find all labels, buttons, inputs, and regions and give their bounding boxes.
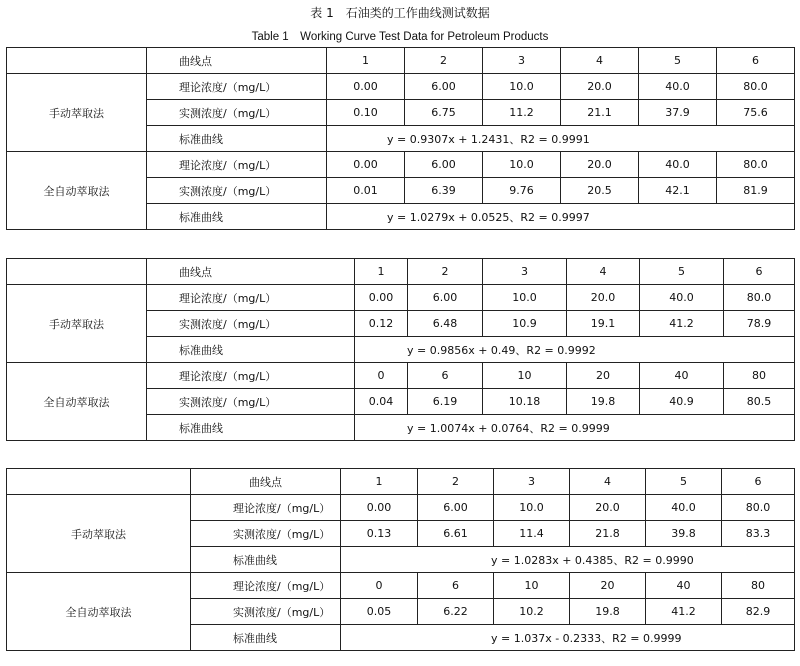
value-cell: 6.19 (408, 389, 483, 415)
value-cell: 6.61 (418, 521, 494, 547)
value-cell: 0.00 (341, 495, 418, 521)
equation-cell: y = 1.0283x + 0.4385、R2 = 0.9990 (341, 547, 795, 573)
value-cell: 78.9 (724, 311, 795, 337)
value-cell: 6.00 (405, 74, 483, 100)
value-cell: 0.12 (355, 311, 408, 337)
value-cell: 6.00 (418, 495, 494, 521)
value-cell: 0.00 (327, 74, 405, 100)
theory-row (7, 495, 795, 521)
value-cell: 10.0 (494, 495, 570, 521)
measured-label: 实测浓度/（mg/L） (191, 599, 341, 625)
value-cell: 80.0 (722, 495, 795, 521)
equation-cell: y = 0.9856x + 0.49、R2 = 0.9992 (355, 337, 795, 363)
value-cell: 20.0 (567, 285, 640, 311)
value-cell: 10.0 (483, 74, 561, 100)
value-cell: 39.8 (646, 521, 722, 547)
curve-point-label: 曲线点 (147, 48, 327, 74)
value-cell: 6.22 (418, 599, 494, 625)
value-cell: 83.3 (722, 521, 795, 547)
value-cell: 10.0 (483, 152, 561, 178)
method-cell: 全自动萃取法 (7, 363, 147, 441)
empty-header-cell (7, 259, 147, 285)
curve-label: 标准曲线 (191, 625, 341, 651)
theory-row (7, 152, 795, 178)
value-cell: 0 (355, 363, 408, 389)
curve-label: 标准曲线 (147, 415, 355, 441)
value-cell: 40.0 (640, 285, 724, 311)
value-cell: 0.00 (327, 152, 405, 178)
measured-label: 实测浓度/（mg/L） (147, 100, 327, 126)
theory-label: 理论浓度/（mg/L） (147, 74, 327, 100)
value-cell: 10.18 (483, 389, 567, 415)
method-cell: 全自动萃取法 (7, 152, 147, 230)
value-cell: 75.6 (717, 100, 795, 126)
method-cell: 手动萃取法 (7, 74, 147, 152)
value-cell: 9.76 (483, 178, 561, 204)
value-cell: 80 (724, 363, 795, 389)
theory-row (7, 363, 795, 389)
value-cell: 41.2 (640, 311, 724, 337)
point-cell: 2 (408, 259, 483, 285)
value-cell: 0 (341, 573, 418, 599)
value-cell: 40.0 (639, 152, 717, 178)
measured-label: 实测浓度/（mg/L） (147, 178, 327, 204)
value-cell: 82.9 (722, 599, 795, 625)
value-cell: 20.0 (570, 495, 646, 521)
equation-cell: y = 1.0074x + 0.0764、R2 = 0.9999 (355, 415, 795, 441)
empty-header-cell (7, 469, 191, 495)
value-cell: 19.8 (567, 389, 640, 415)
point-cell: 4 (570, 469, 646, 495)
value-cell: 6 (418, 573, 494, 599)
point-cell: 2 (405, 48, 483, 74)
value-cell: 6.00 (405, 152, 483, 178)
value-cell: 40.0 (646, 495, 722, 521)
value-cell: 40 (646, 573, 722, 599)
value-cell: 80.0 (717, 74, 795, 100)
theory-label: 理论浓度/（mg/L） (191, 573, 341, 599)
theory-row (7, 573, 795, 599)
point-cell: 6 (724, 259, 795, 285)
point-cell: 5 (639, 48, 717, 74)
theory-label: 理论浓度/（mg/L） (147, 285, 355, 311)
header-row (7, 259, 795, 285)
point-cell: 4 (561, 48, 639, 74)
value-cell: 20 (570, 573, 646, 599)
header-row (7, 469, 795, 495)
value-cell: 42.1 (639, 178, 717, 204)
value-cell: 80.5 (724, 389, 795, 415)
point-cell: 3 (483, 259, 567, 285)
value-cell: 40.0 (639, 74, 717, 100)
value-cell: 0.13 (341, 521, 418, 547)
table-caption-en: Table 1 Working Curve Test Data for Petroleum Products (251, 31, 549, 43)
value-cell: 80.0 (724, 285, 795, 311)
equation-cell: y = 1.0279x + 0.0525、R2 = 0.9997 (327, 204, 795, 230)
value-cell: 0.04 (355, 389, 408, 415)
measured-label: 实测浓度/（mg/L） (147, 311, 355, 337)
value-cell: 40.9 (640, 389, 724, 415)
point-cell: 3 (483, 48, 561, 74)
empty-header-cell (7, 48, 147, 74)
value-cell: 0.00 (355, 285, 408, 311)
equation-cell: y = 1.037x - 0.2333、R2 = 0.9999 (341, 625, 795, 651)
value-cell: 10 (483, 363, 567, 389)
value-cell: 19.8 (570, 599, 646, 625)
curve-label: 标准曲线 (147, 337, 355, 363)
value-cell: 20.0 (561, 152, 639, 178)
value-cell: 10.2 (494, 599, 570, 625)
value-cell: 10.0 (483, 285, 567, 311)
value-cell: 10 (494, 573, 570, 599)
value-cell: 81.9 (717, 178, 795, 204)
value-cell: 6 (408, 363, 483, 389)
point-cell: 6 (717, 48, 795, 74)
value-cell: 21.1 (561, 100, 639, 126)
value-cell: 37.9 (639, 100, 717, 126)
value-cell: 20 (567, 363, 640, 389)
point-cell: 4 (567, 259, 640, 285)
measured-label: 实测浓度/（mg/L） (147, 389, 355, 415)
theory-row (7, 74, 795, 100)
curve-table-2 (6, 258, 795, 441)
curve-label: 标准曲线 (191, 547, 341, 573)
value-cell: 80 (722, 573, 795, 599)
point-cell: 2 (418, 469, 494, 495)
value-cell: 21.8 (570, 521, 646, 547)
value-cell: 6.39 (405, 178, 483, 204)
curve-point-label: 曲线点 (191, 469, 341, 495)
point-cell: 1 (355, 259, 408, 285)
theory-label: 理论浓度/（mg/L） (147, 152, 327, 178)
header-row (7, 48, 795, 74)
value-cell: 10.9 (483, 311, 567, 337)
curve-table-3 (6, 468, 795, 651)
point-cell: 5 (646, 469, 722, 495)
curve-label: 标准曲线 (147, 126, 327, 152)
table-caption-cn: 表 1 石油类的工作曲线测试数据 (310, 6, 490, 20)
value-cell: 40 (640, 363, 724, 389)
measured-label: 实测浓度/（mg/L） (191, 521, 341, 547)
curve-label: 标准曲线 (147, 204, 327, 230)
value-cell: 0.10 (327, 100, 405, 126)
point-cell: 6 (722, 469, 795, 495)
value-cell: 0.05 (341, 599, 418, 625)
value-cell: 6.00 (408, 285, 483, 311)
curve-point-label: 曲线点 (147, 259, 355, 285)
value-cell: 80.0 (717, 152, 795, 178)
value-cell: 41.2 (646, 599, 722, 625)
theory-label: 理论浓度/（mg/L） (147, 363, 355, 389)
point-cell: 3 (494, 469, 570, 495)
value-cell: 6.48 (408, 311, 483, 337)
value-cell: 0.01 (327, 178, 405, 204)
point-cell: 1 (341, 469, 418, 495)
value-cell: 20.0 (561, 74, 639, 100)
method-cell: 手动萃取法 (7, 285, 147, 363)
point-cell: 1 (327, 48, 405, 74)
value-cell: 11.4 (494, 521, 570, 547)
value-cell: 11.2 (483, 100, 561, 126)
theory-row (7, 285, 795, 311)
point-cell: 5 (640, 259, 724, 285)
method-cell: 全自动萃取法 (7, 573, 191, 651)
method-cell: 手动萃取法 (7, 495, 191, 573)
value-cell: 20.5 (561, 178, 639, 204)
equation-cell: y = 0.9307x + 1.2431、R2 = 0.9991 (327, 126, 795, 152)
value-cell: 19.1 (567, 311, 640, 337)
value-cell: 6.75 (405, 100, 483, 126)
theory-label: 理论浓度/（mg/L） (191, 495, 341, 521)
curve-table-1 (6, 47, 795, 230)
